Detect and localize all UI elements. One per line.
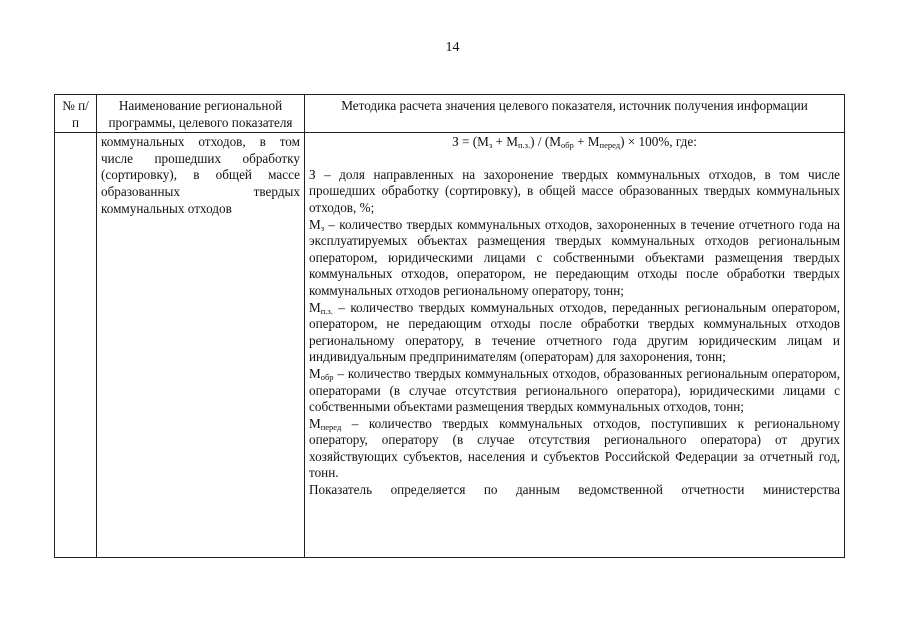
cell-program-name: коммунальных отходов, в том числе прошедших обработку (сортировку), в общей массе образованных твердых коммунальных отходов — [97, 133, 305, 558]
definition-mpered: $М_{перед}$ – количество твердых коммунальных отходов, поступивших к региональному оператору, оператору (в случае отсутствия регионального оператора) от других хозяйствующих субъектов, населения и субъектов Российской Федерации за отчетный год, тонн. — [309, 415, 840, 481]
definition-mpz: $М_{п.з.}$ – количество твердых коммунальных отходов, переданных региональным оператором, оператором, не передающим отходы после обработки твердых коммунальных отходов региональному оператору, в течение отчетного года другим юридическим лицам и индивидуальным предпринимателям (операторам) для захоронения, тонн; — [309, 299, 840, 365]
cell-number — [55, 133, 97, 558]
definition-mz: $М_з$ – количество твердых коммунальных отходов, захороненных в течение отчетного года на эксплуатируемых объектах размещения твердых коммунальных отходов региональным оператором, юридическими лицами с собственными объектами размещения твердых коммунальных отходов, оператором, не передающим отходы после обработки твердых коммунальных отходов региональному оператору, тонн; — [309, 216, 840, 298]
source-note: Показатель определяется по данным ведомственной отчетности министерства — [309, 482, 840, 498]
definition-mobr: $М_{обр}$ – количество твердых коммунальных отходов, образованных региональным оператором, операторами (в случае отсутствия регионального оператора), юридическими лицами с собственными объектами размещения твердых коммунальных отходов, тонн; — [309, 365, 840, 415]
header-program-name: Наименование региональной программы, целевого показателя — [97, 95, 305, 133]
table-header-row — [55, 95, 845, 133]
formula: $З = (М_з + М_{п.з.}) / (М_{обр} + М_{перед}) \times 100\%$, где: — [452, 134, 697, 151]
definition-z: З – доля направленных на захоронение твердых коммунальных отходов, в том числе прошедших обработку (сортировку), в общей массе образованных твердых коммунальных отходов, %; — [309, 166, 840, 215]
table-row — [55, 133, 845, 558]
cell-method — [305, 133, 845, 558]
page-number: 14 — [445, 40, 460, 55]
indicator-table — [54, 94, 845, 558]
header-method: Методика расчета значения целевого показателя, источник получения информации — [305, 95, 845, 133]
header-number: № п/п — [55, 95, 97, 133]
